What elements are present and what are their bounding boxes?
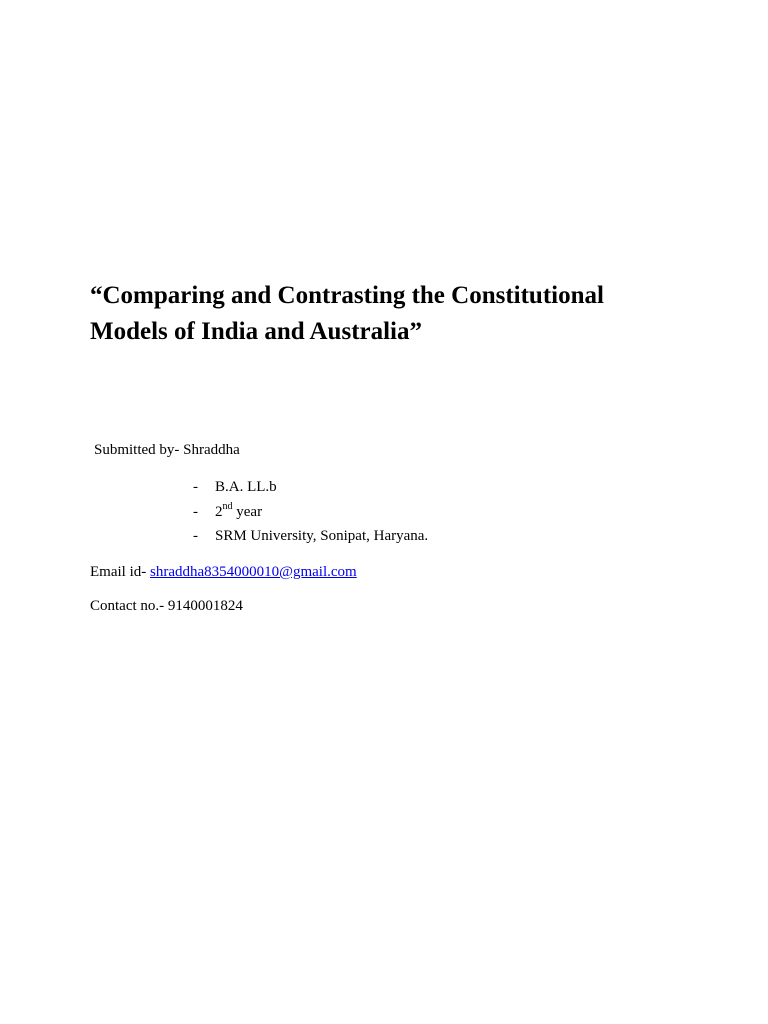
submitted-by: Submitted by- Shraddha — [94, 442, 240, 458]
year-number: 2 — [215, 503, 223, 520]
document-title — [90, 278, 730, 350]
list-item — [193, 526, 428, 551]
email-label: Email id- — [90, 564, 150, 580]
title-line-2: Models of India and Australia” — [90, 318, 423, 345]
year-text: year — [232, 503, 263, 520]
contact-number: Contact no.- 9140001824 — [90, 598, 243, 614]
list-dash: - — [193, 528, 198, 544]
author-details-list — [193, 477, 428, 551]
email-link[interactable]: shraddha8354000010@gmail.com — [150, 564, 357, 580]
list-item — [193, 477, 428, 502]
list-dash: - — [193, 503, 198, 520]
degree-text: B.A. LL.b — [215, 479, 277, 495]
list-dash: - — [193, 479, 198, 495]
email-line — [90, 562, 357, 582]
university-text: SRM University, Sonipat, Haryana. — [215, 528, 429, 544]
title-line-1: “Comparing and Contrasting the Constitutional — [90, 282, 604, 309]
list-item — [193, 502, 428, 527]
year-ordinal-suffix: nd — [222, 500, 233, 512]
